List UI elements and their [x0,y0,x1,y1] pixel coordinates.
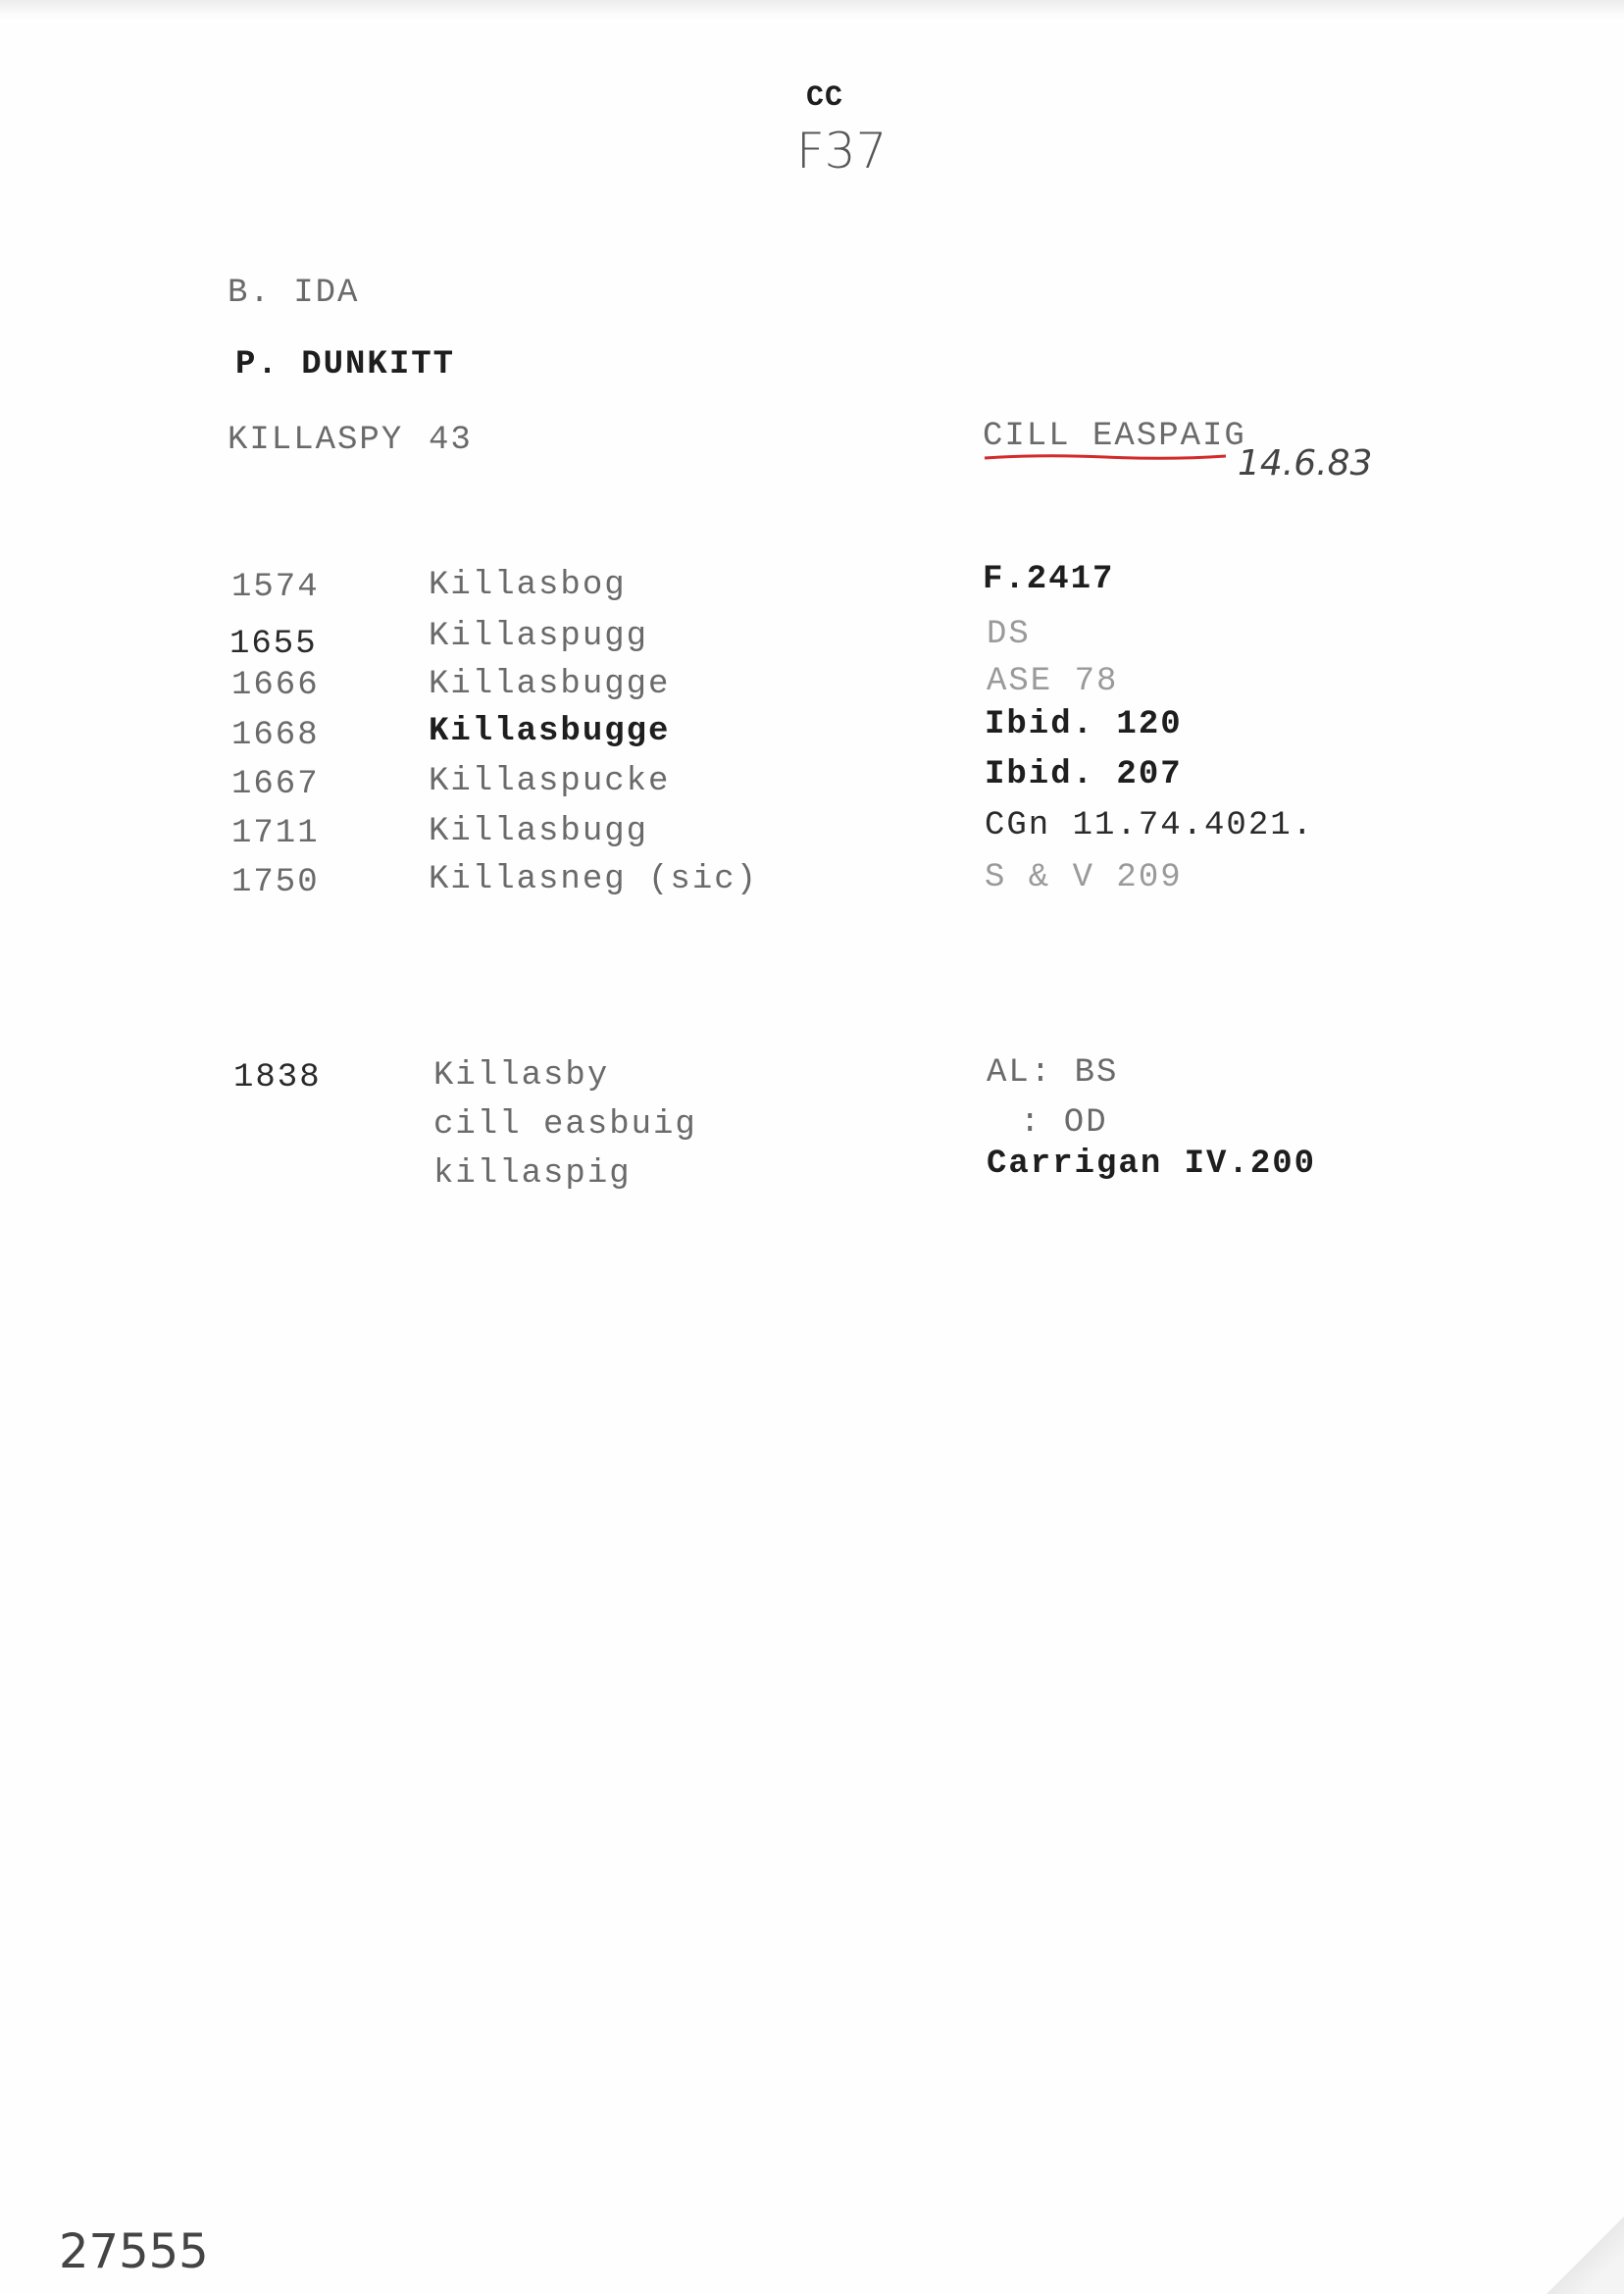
form-source: Ibid. 120 [985,706,1183,743]
parish-label: P. DUNKITT [235,346,456,383]
form-name: Killaspugg [429,618,649,655]
later-name: cill easbuig [433,1106,697,1144]
handwritten-ref: F37 [796,123,888,179]
form-year: 1750 [231,864,320,901]
later-source: AL: BS [987,1054,1119,1092]
form-name: Killasbugg [429,813,649,850]
form-name: Killasbugge [429,666,671,703]
form-year: 1668 [231,717,320,754]
handwritten-number: 27555 [59,2224,209,2279]
page-corner-fold [1506,2216,1624,2294]
form-name: Killasneg (sic) [429,861,759,898]
later-year: 1838 [233,1059,322,1096]
form-name: Killasbugge [429,713,671,750]
red-underline [983,452,1228,462]
irish-form: CILL EASPAIG [983,418,1246,455]
form-year: 1666 [231,667,320,704]
scan-top-edge [0,0,1624,22]
form-name: Killasbog [429,567,627,604]
form-year: 1667 [231,766,320,803]
form-source: CGn 11.74.4021. [985,807,1315,844]
form-source: F.2417 [983,561,1115,598]
later-name: killaspig [433,1155,632,1193]
townland-number: 43 [429,422,473,459]
later-source: Carrigan IV.200 [987,1146,1317,1183]
handwritten-date: 14.6.83 [1238,443,1373,484]
form-source: DS [987,616,1031,653]
form-name: Killaspucke [429,763,671,800]
barony-label: B. IDA [228,275,360,312]
form-year: 1711 [231,815,320,852]
form-year: 1574 [231,569,320,606]
form-source: Ibid. 207 [985,756,1183,793]
form-source: ASE 78 [987,663,1119,700]
townland-name: KILLASPY [228,422,404,459]
form-year: 1655 [229,626,318,663]
form-source: S & V 209 [985,859,1183,896]
later-name: Killasby [433,1057,610,1095]
later-source: : OD [1020,1104,1108,1142]
header-code: CC [806,81,844,115]
